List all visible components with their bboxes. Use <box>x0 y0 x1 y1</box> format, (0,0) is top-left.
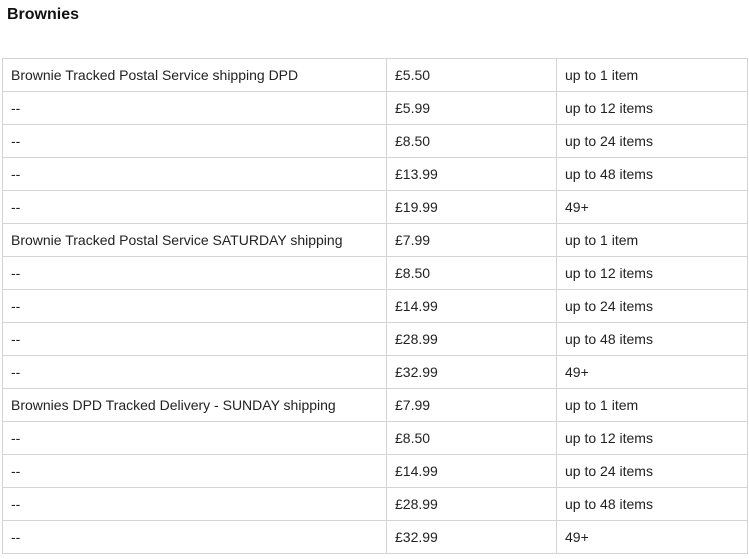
table-row <box>3 389 748 422</box>
quantity-cell: up to 12 items <box>557 92 748 125</box>
price-cell: £8.50 <box>387 125 557 158</box>
table-row <box>3 191 748 224</box>
service-cell: -- <box>3 125 387 158</box>
quantity-cell: up to 1 item <box>557 224 748 257</box>
service-cell: -- <box>3 422 387 455</box>
price-cell: £14.99 <box>387 455 557 488</box>
price-cell: £19.99 <box>387 191 557 224</box>
quantity-cell: 49+ <box>557 356 748 389</box>
quantity-cell: up to 12 items <box>557 257 748 290</box>
table-row <box>3 488 748 521</box>
service-cell: Brownie Tracked Postal Service SATURDAY shipping <box>3 224 387 257</box>
table-row <box>3 224 748 257</box>
quantity-cell: up to 1 item <box>557 389 748 422</box>
table-row <box>3 455 748 488</box>
quantity-cell: up to 24 items <box>557 290 748 323</box>
service-cell: -- <box>3 191 387 224</box>
service-cell: -- <box>3 290 387 323</box>
table-row <box>3 356 748 389</box>
price-cell: £8.50 <box>387 257 557 290</box>
service-cell: -- <box>3 92 387 125</box>
table-row <box>3 158 748 191</box>
price-cell: £32.99 <box>387 521 557 554</box>
table-row <box>3 521 748 554</box>
service-cell: Brownie Tracked Postal Service shipping DPD <box>3 59 387 92</box>
quantity-cell: up to 48 items <box>557 488 748 521</box>
service-cell: -- <box>3 488 387 521</box>
price-cell: £5.50 <box>387 59 557 92</box>
quantity-cell: up to 24 items <box>557 455 748 488</box>
quantity-cell: up to 48 items <box>557 158 748 191</box>
quantity-cell: up to 12 items <box>557 422 748 455</box>
table-row <box>3 92 748 125</box>
price-cell: £8.50 <box>387 422 557 455</box>
price-cell: £14.99 <box>387 290 557 323</box>
service-cell: -- <box>3 323 387 356</box>
table-row <box>3 125 748 158</box>
table-row <box>3 59 748 92</box>
price-cell: £5.99 <box>387 92 557 125</box>
section-heading: Brownies <box>7 6 80 23</box>
shipping-rates-table <box>2 58 748 554</box>
table-row <box>3 290 748 323</box>
quantity-cell: up to 48 items <box>557 323 748 356</box>
quantity-cell: 49+ <box>557 191 748 224</box>
price-cell: £32.99 <box>387 356 557 389</box>
service-cell: -- <box>3 521 387 554</box>
price-cell: £28.99 <box>387 488 557 521</box>
table-row <box>3 323 748 356</box>
quantity-cell: up to 24 items <box>557 125 748 158</box>
table-row <box>3 422 748 455</box>
quantity-cell: up to 1 item <box>557 59 748 92</box>
price-cell: £7.99 <box>387 389 557 422</box>
service-cell: -- <box>3 257 387 290</box>
service-cell: Brownies DPD Tracked Delivery - SUNDAY shipping <box>3 389 387 422</box>
service-cell: -- <box>3 455 387 488</box>
price-cell: £7.99 <box>387 224 557 257</box>
service-cell: -- <box>3 158 387 191</box>
price-cell: £13.99 <box>387 158 557 191</box>
table-row <box>3 257 748 290</box>
price-cell: £28.99 <box>387 323 557 356</box>
quantity-cell: 49+ <box>557 521 748 554</box>
service-cell: -- <box>3 356 387 389</box>
